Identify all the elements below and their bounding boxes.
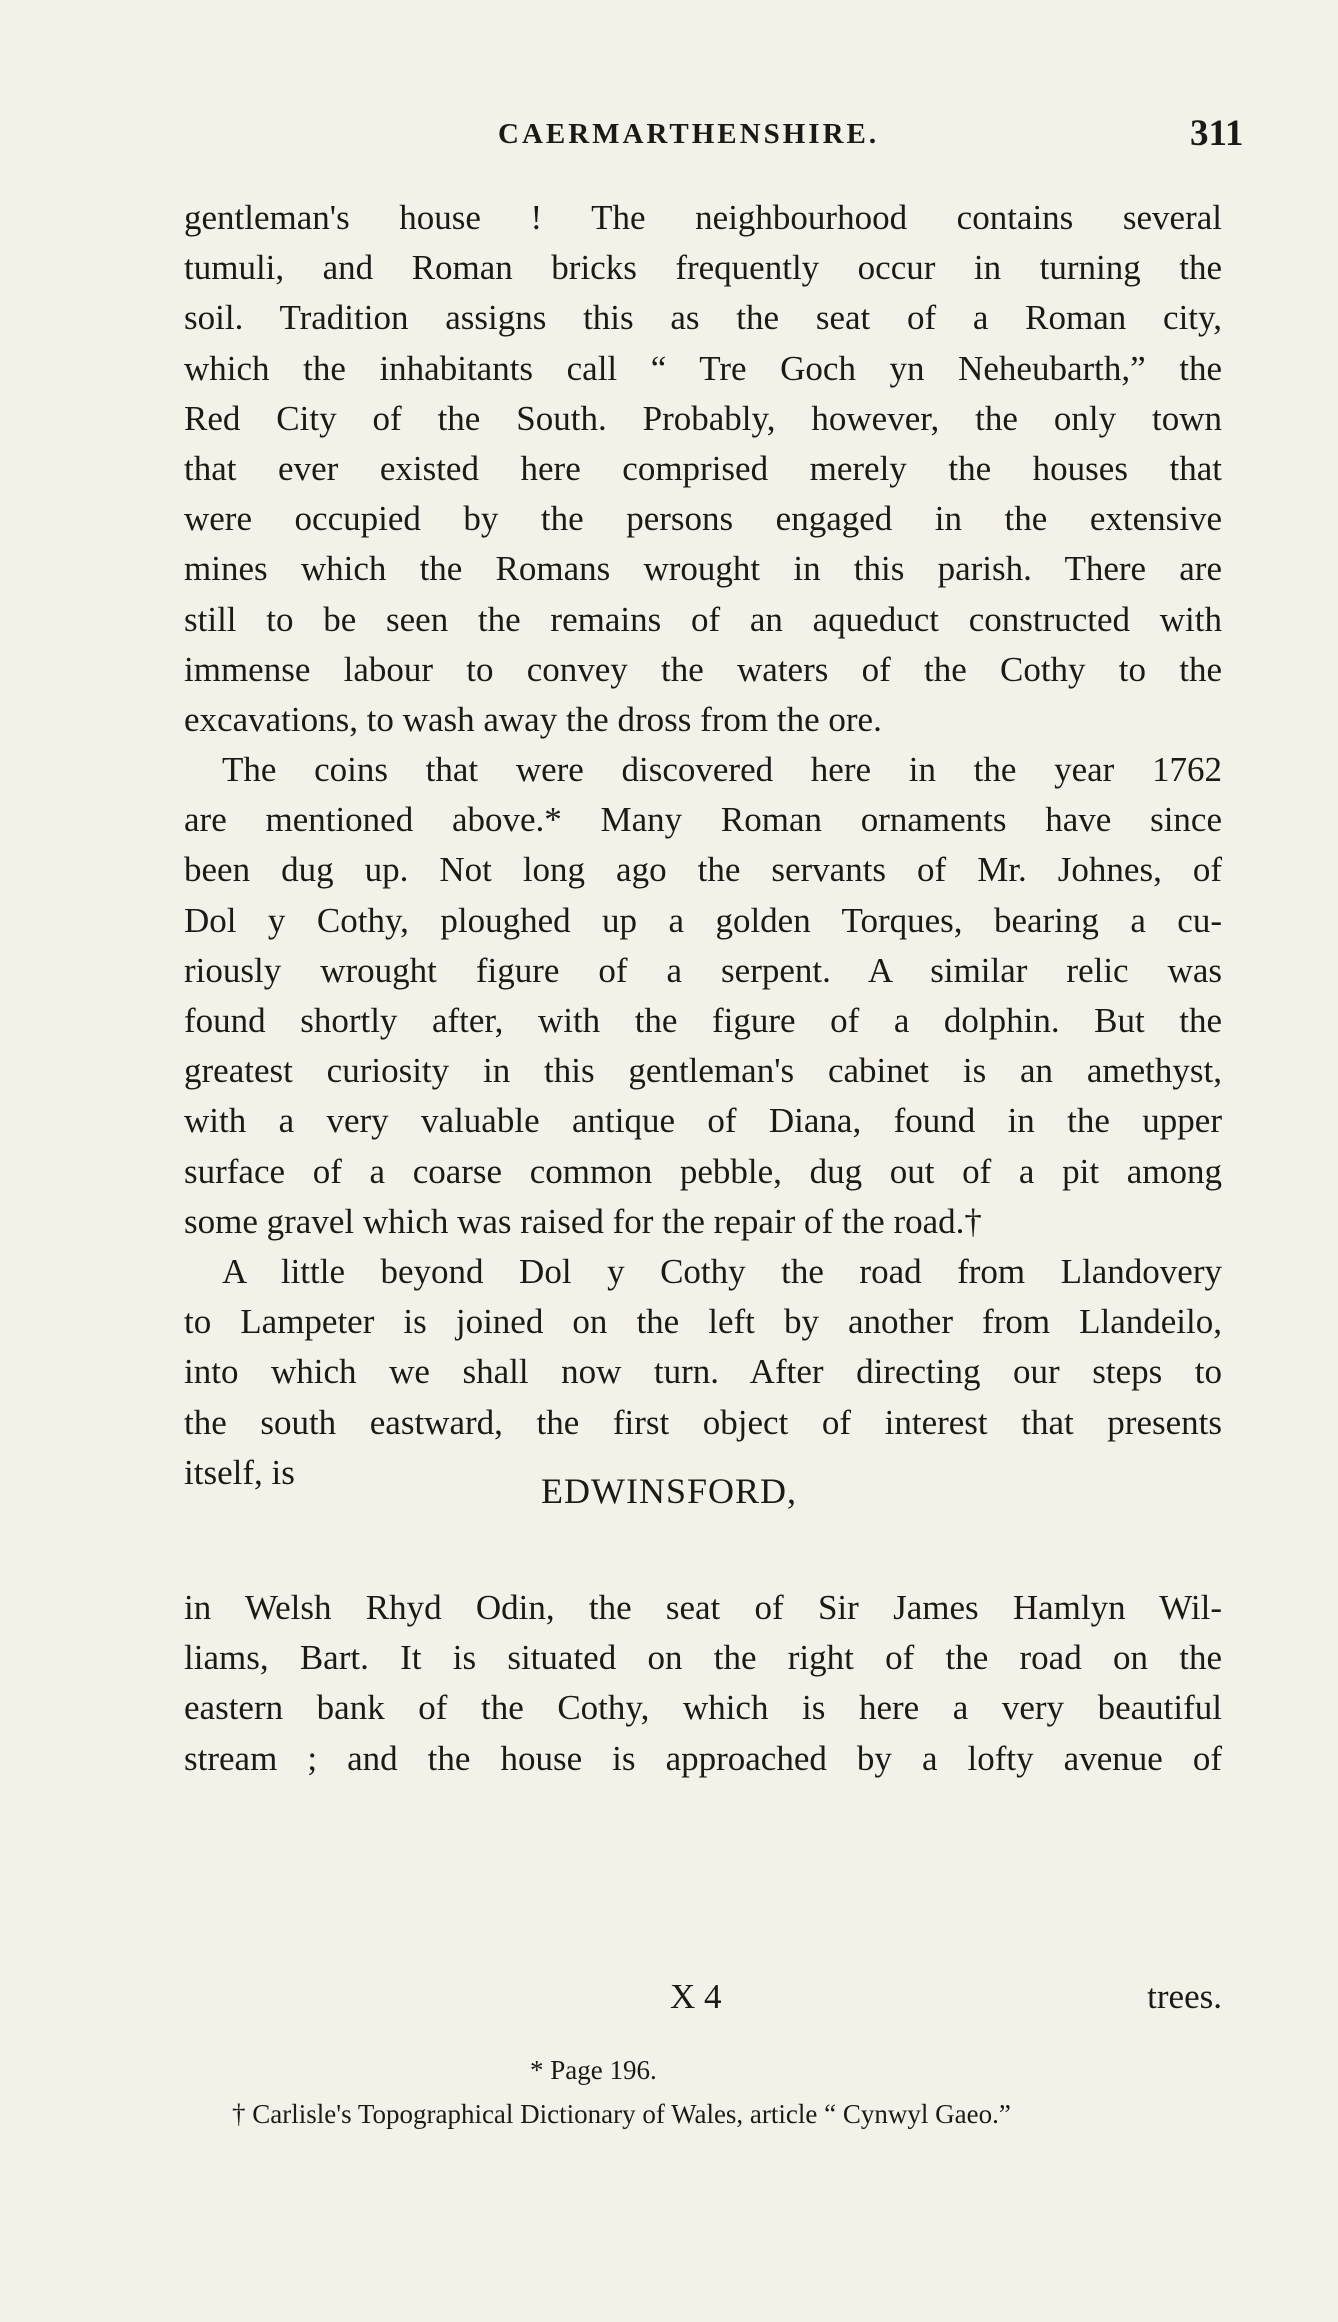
footnote-1: * Page 196. xyxy=(530,2055,657,2085)
footnote-2: † Carlisle's Topographical Dictionary of Wales, article “ Cynwyl Gaeo.” xyxy=(232,2099,1011,2129)
text-line: to Lampeter is joined on the left by another from Llandeilo, xyxy=(184,1302,1222,1342)
text-line: surface of a coarse common pebble, dug out of a pit among xyxy=(184,1151,1222,1191)
text-line: itself, is xyxy=(184,1452,295,1492)
text-line: Dol y Cothy, ploughed up a golden Torques, bearing a cu- xyxy=(184,900,1222,940)
section-heading: EDWINSFORD, xyxy=(540,1471,797,1511)
text-line: eastern bank of the Cothy, which is here a very beautiful xyxy=(184,1688,1222,1728)
text-line: riously wrought figure of a serpent. A similar relic was xyxy=(184,950,1222,990)
signature-mark: X 4 xyxy=(670,1977,722,2016)
text-line: greatest curiosity in this gentleman's cabinet is an amethyst, xyxy=(184,1051,1222,1091)
text-line: gentleman's house ! The neighbourhood contains several xyxy=(184,198,1222,237)
text-line: still to be seen the remains of an aqueduct constructed with xyxy=(184,599,1222,639)
running-title: CAERMARTHENSHIRE. xyxy=(498,118,880,150)
text-line: Red City of the South. Probably, however, the only town xyxy=(184,398,1222,438)
text-line: were occupied by the persons engaged in the extensive xyxy=(184,499,1222,539)
text-line: been dug up. Not long ago the servants of Mr. Johnes, of xyxy=(184,850,1222,890)
text-line: in Welsh Rhyd Odin, the seat of Sir James Hamlyn Wil- xyxy=(184,1588,1222,1627)
catchword: trees. xyxy=(1147,1977,1222,2016)
section-text xyxy=(184,1583,1222,1784)
footnotes xyxy=(184,2048,1224,2136)
text-line: soil. Tradition assigns this as the seat of a Roman city, xyxy=(184,298,1222,338)
text-line: into which we shall now turn. After directing our steps to xyxy=(184,1352,1222,1392)
text-line: The coins that were discovered here in the year 1762 xyxy=(222,750,1222,790)
text-line: excavations, to wash away the dross from the ore. xyxy=(184,699,882,739)
main-text xyxy=(184,193,1222,1498)
text-line: immense labour to convey the waters of the Cothy to the xyxy=(184,649,1222,689)
signature-line xyxy=(184,1977,1222,2027)
text-line: which the inhabitants call “ Tre Goch yn Neheubarth,” the xyxy=(184,348,1222,388)
text-line: mines which the Romans wrought in this parish. There are xyxy=(184,549,1222,589)
text-line: found shortly after, with the figure of a dolphin. But the xyxy=(184,1001,1222,1040)
page-number: 311 xyxy=(1190,113,1244,154)
text-line: that ever existed here comprised merely the houses that xyxy=(184,448,1222,488)
text-line: stream ; and the house is approached by a lofty avenue of xyxy=(184,1738,1222,1778)
text-line: some gravel which was raised for the repair of the road.† xyxy=(184,1201,982,1241)
page-header xyxy=(0,113,1338,158)
text-line: A little beyond Dol y Cothy the road from Llandovery xyxy=(222,1251,1222,1291)
text-line: with a very valuable antique of Diana, found in the upper xyxy=(184,1101,1222,1141)
text-line: are mentioned above.* Many Roman ornaments have since xyxy=(184,800,1222,840)
text-line: liams, Bart. It is situated on the right of the road on the xyxy=(184,1638,1222,1678)
text-line: the south eastward, the first object of interest that presents xyxy=(184,1402,1222,1442)
text-line: tumuli, and Roman bricks frequently occur in turning the xyxy=(184,248,1222,288)
